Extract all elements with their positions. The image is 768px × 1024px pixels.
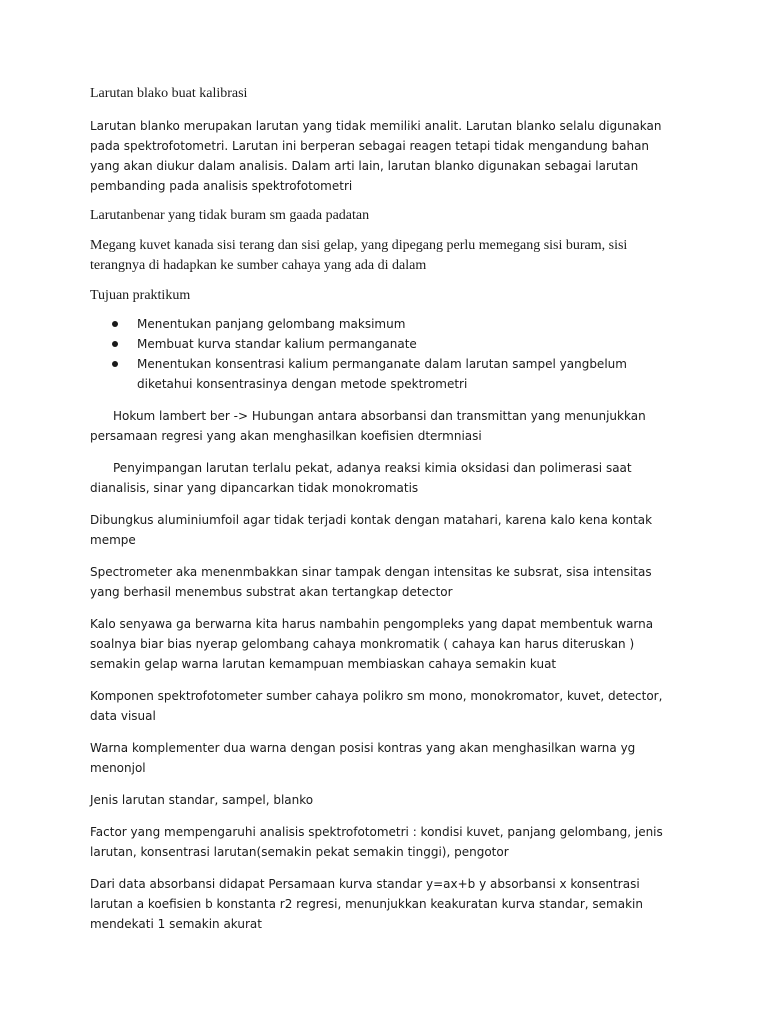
- bullet-icon: [112, 321, 118, 327]
- paragraph-komponen: Komponen spektrofotometer sumber cahaya polikro sm mono, monokromator, kuvet, detector, data visual: [90, 689, 663, 723]
- list-item-text: Membuat kurva standar kalium permanganate: [137, 337, 417, 351]
- paragraph-penyimpangan: Penyimpangan larutan terlalu pekat, adanya reaksi kimia oksidasi dan polimerasi saat dianalisis, sinar yang dipancarkan tidak monokromatis: [90, 461, 632, 495]
- paragraph-spectrometer: Spectrometer aka menenmbakkan sinar tampak dengan intensitas ke subsrat, sisa intensitas yang berhasil menembus substrat akan tertangkap detector: [90, 565, 652, 599]
- paragraph-hukum-lambert: Hokum lambert ber -> Hubungan antara absorbansi dan transmittan yang menunjukkan persamaan regresi yang akan menghasilkan koefisien dtermniasi: [90, 409, 646, 443]
- list-item: [90, 354, 680, 394]
- paragraph-larutan-blanko: Larutan blanko merupakan larutan yang tidak memiliki analit. Larutan blanko selalu digunakan pada spektrofotometri. Larutan ini berperan sebagai reagen tetapi tidak mengandung bahan yang akan diukur dalam analisis. Dalam arti lain, larutan blanko digunakan sebagai larutan pembanding pada analisis spektrofotometri: [90, 119, 662, 193]
- list-item: [90, 334, 680, 354]
- paragraph-dari-data: Dari data absorbansi didapat Persamaan kurva standar y=ax+b y absorbansi x konsentrasi larutan a koefisien b konstanta r2 regresi, menunjukkan keakuratan kurva standar, semakin mendekati 1 semakin akurat: [90, 877, 643, 931]
- heading-larutan-blako: Larutan blako buat kalibrasi: [90, 86, 248, 101]
- paragraph-megang-kuvet: Megang kuvet kanada sisi terang dan sisi gelap, yang dipegang perlu memegang sisi buram, sisi terangnya di hadapkan ke sumber cahaya yang ada di dalam: [90, 238, 628, 273]
- list-item: [90, 314, 680, 334]
- list-item-text: Menentukan panjang gelombang maksimum: [137, 317, 406, 331]
- paragraph-dibungkus: Dibungkus aluminiumfoil agar tidak terjadi kontak dengan matahari, karena kalo kena kontak mempe: [90, 513, 653, 547]
- tujuan-list: [90, 314, 680, 394]
- paragraph-kalo-senyawa: Kalo senyawa ga berwarna kita harus nambahin pengompleks yang dapat membentuk warna soalnya biar bias nyerap gelombang cahaya monkromatik ( cahaya kan harus diteruskan ) semakin gelap warna larutan kemampuan membiaskan cahaya semakin kuat: [90, 617, 654, 671]
- document-page: [90, 84, 680, 934]
- paragraph-factor: Factor yang mempengaruhi analisis spektrofotometri : kondisi kuvet, panjang gelombang, jenis larutan, konsentrasi larutan(semakin pekat semakin tinggi), pengotor: [90, 825, 663, 859]
- paragraph-warna-komplementer: Warna komplementer dua warna dengan posisi kontras yang akan menghasilkan warna yg menonjol: [90, 741, 636, 775]
- list-item-text: Menentukan konsentrasi kalium permanganate dalam larutan sampel yangbelum diketahui konsentrasinya dengan metode spektrometri: [137, 357, 627, 391]
- heading-tujuan-praktikum: Tujuan praktikum: [90, 288, 191, 303]
- bullet-icon: [112, 361, 118, 367]
- bullet-icon: [112, 341, 118, 347]
- paragraph-jenis-larutan: Jenis larutan standar, sampel, blanko: [90, 793, 314, 807]
- paragraph-larutan-benar: Larutanbenar yang tidak buram sm gaada padatan: [90, 208, 370, 223]
